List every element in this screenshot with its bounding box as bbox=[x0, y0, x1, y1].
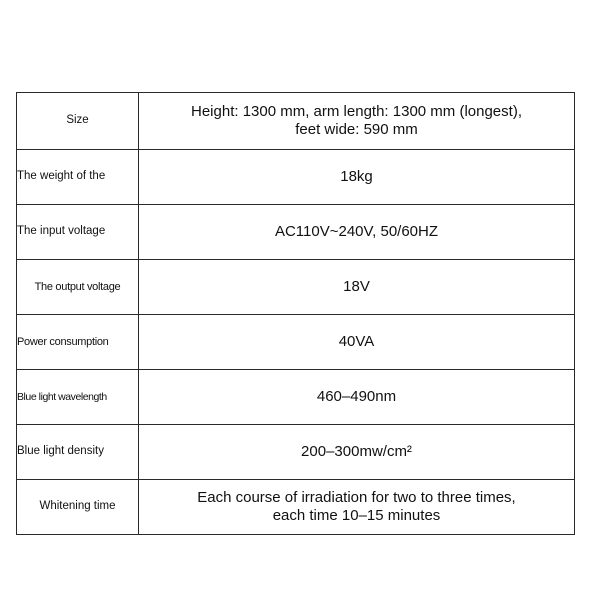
table-row-size bbox=[17, 93, 575, 150]
table-row-input-voltage bbox=[17, 205, 575, 260]
row-label-power-consumption: Power consumption bbox=[17, 315, 139, 370]
table-row-power-consumption bbox=[17, 315, 575, 370]
table-row-whitening-time bbox=[17, 480, 575, 535]
table-row-output-voltage bbox=[17, 260, 575, 315]
size-value-line-1: Height: 1300 mm, arm length: 1300 mm (longest), bbox=[191, 103, 522, 120]
whitening-time-value-line-1: Each course of irradiation for two to three times, bbox=[197, 489, 516, 506]
row-label-input-voltage: The input voltage bbox=[17, 205, 139, 260]
row-value-output-voltage: 18V bbox=[139, 260, 575, 315]
row-label-size: Size bbox=[17, 93, 139, 150]
table-row-blue-light-wavelength bbox=[17, 370, 575, 425]
row-label-whitening-time: Whitening time bbox=[17, 480, 139, 535]
table-row-weight bbox=[17, 150, 575, 205]
row-value-whitening-time bbox=[139, 480, 575, 535]
row-label-blue-light-density: Blue light density bbox=[17, 425, 139, 480]
whitening-time-value-line-2: each time 10–15 minutes bbox=[272, 507, 441, 524]
row-label-output-voltage: The output voltage bbox=[17, 260, 139, 315]
specification-table bbox=[16, 92, 575, 535]
row-value-size bbox=[139, 93, 575, 150]
row-value-weight: 18kg bbox=[139, 150, 575, 205]
row-label-blue-light-wavelength: Blue light wavelength bbox=[17, 370, 139, 425]
row-value-blue-light-wavelength: 460–490nm bbox=[139, 370, 575, 425]
table-row-blue-light-density bbox=[17, 425, 575, 480]
row-label-weight: The weight of the bbox=[17, 150, 139, 205]
row-value-blue-light-density: 200–300mw/cm² bbox=[139, 425, 575, 480]
row-value-input-voltage: AC110V~240V, 50/60HZ bbox=[139, 205, 575, 260]
size-value-line-2: feet wide: 590 mm bbox=[295, 121, 418, 138]
row-value-power-consumption: 40VA bbox=[139, 315, 575, 370]
